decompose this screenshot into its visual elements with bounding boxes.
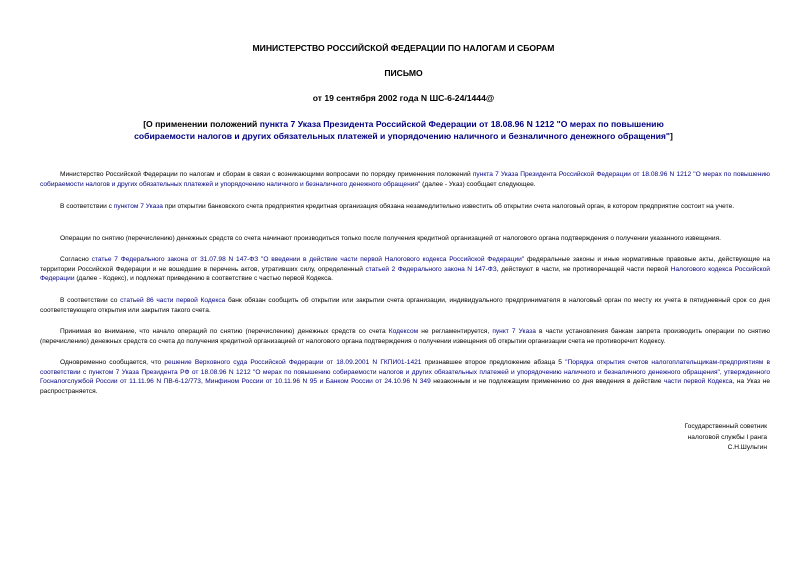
tax-code-article-86-link[interactable]: статьей 86 части первой Кодекса <box>120 297 226 304</box>
signature-rank: налоговой службы I ранга <box>687 433 767 441</box>
code-part-one-link[interactable]: части первой Кодекса <box>663 378 733 385</box>
paragraph-7 <box>40 358 770 396</box>
signature-name: С.Н.Шульгин <box>727 444 767 451</box>
decree-point-link[interactable]: пунктом 7 Указа <box>113 203 163 210</box>
text: федеральные законы и иные нормативные правовые акты, действующие на территории Российской Федерации и не вошедшие в перечень актов, утративших силу, определенный <box>40 256 770 273</box>
tax-code-link[interactable]: Налогового кодекса Российской Федерации <box>40 265 770 282</box>
subtitle-close: ] <box>669 131 673 141</box>
text: (далее - Указ) сообщает следующее. <box>420 180 536 188</box>
document-type: ПИСЬМО <box>384 68 423 78</box>
decree-point-link[interactable]: пункт 7 Указа <box>492 328 536 335</box>
subtitle-open: [О применении положений <box>143 119 260 129</box>
text: в части установления банкам запрета производить операции по снятию (перечислению) денежных средств со счета до получения кредитной организацией от налогового органа подтверждения о получении извещения об открытии организации счета не противоречит Кодексу. <box>40 328 771 345</box>
paragraph-5 <box>40 296 770 315</box>
document-subtitle <box>130 118 677 142</box>
federal-law-article-link[interactable]: статье 7 Федерального закона от 31.07.98 N 147-ФЗ "О введении в действие части первой Налогового кодекса Российской Федерации" <box>91 256 525 263</box>
paragraph-6 <box>40 327 770 346</box>
text: не регламентируется, <box>418 328 493 335</box>
federal-law-article-2-link[interactable]: статьей 2 Федерального закона N 147-ФЗ <box>365 265 497 273</box>
text: Одновременно сообщается, что <box>60 359 165 366</box>
text: Принимая во внимание, что начало операций по снятию (перечислению) денежных средств со счета <box>60 328 389 335</box>
code-link[interactable]: Кодексом <box>388 328 419 335</box>
text: при открытии банковского счета предприятия кредитная организация обязана незамедлительно известить об открытии счета налоговый орган, в котором предприятие состоит на учете. <box>162 203 735 210</box>
procedure-approval-link[interactable]: , утвержденного Госналогслужбой России от 11.11.96 N ПВ-6-12/773, Минфином России от 10.11.96 N 95 и Банком России от 24.10.96 N 349 <box>40 368 770 385</box>
paragraph-4 <box>40 255 770 284</box>
text: незаконным и не подлежащим применению со дня введения в действие <box>430 378 664 385</box>
paragraph-2 <box>40 202 770 212</box>
signature-title: Государственный советник <box>684 423 767 430</box>
text: признавшее второе предложение абзаца 5 <box>421 359 566 366</box>
ministry-title: МИНИСТЕРСТВО РОССИЙСКОЙ ФЕДЕРАЦИИ ПО НАЛОГАМ И СБОРАМ <box>252 43 555 53</box>
text: , на Указ не распространяется. <box>40 378 770 395</box>
text: Министерство Российской Федерации по налогам и сборам в связи с возникающими вопросами по порядку применения положений <box>60 171 473 178</box>
text: В соответствии со <box>60 297 121 304</box>
text: , действуют в части, не противоречащей части первой <box>496 265 671 273</box>
signature-block <box>567 422 767 454</box>
text: Операции по снятию (перечислению) денежных средств со счета начинают производиться только после получения кредитной организацией от налогового органа подтверждения о получении указанного извещения. <box>60 235 721 242</box>
text: Согласно <box>60 256 92 263</box>
paragraph-1 <box>40 170 770 189</box>
paragraph-3 <box>40 234 770 244</box>
text: банк обязан сообщить об открытии или закрытии счета организации, индивидуального предпринимателя в налоговый орган по месту их учета в пятидневный срок со дня соответствующего открытия или закрытия такого счета. <box>40 297 770 314</box>
decree-link[interactable]: пункта 7 Указа Президента Российской Федерации от 18.08.96 N 1212 "О мерах по повышению собираемости налогов и других обязательных платежей и упорядочению наличного и безналичного денежного обращения" <box>40 171 770 188</box>
supreme-court-decision-link[interactable]: решение Верховного суда Российской Федерации от 18.09.2001 N ГКПИ01-1421 <box>164 359 422 366</box>
subtitle-decree-link[interactable]: пункта 7 Указа Президента Российской Федерации от 18.08.96 N 1212 "О мерах по повышению собираемости налогов и других обязательных платежей и упорядочению наличного и безналичного денежного обращения" <box>134 119 670 141</box>
account-opening-procedure-link[interactable]: "Порядка открытия счетов налогоплательщикам-предприятиям в соответствии с пунктом 7 Указа Президента РФ от 18.08.96 N 1212 "О мерах по повышению собираемости налогов и других обязательных платежей и упорядочению наличного и безналичного денежного обращения" <box>40 359 770 376</box>
document-date-number: от 19 сентября 2002 года N ШС-6-24/1444@ <box>312 93 495 103</box>
text: В соответствии с <box>60 203 114 210</box>
text: (далее - Кодекс), и подлежат приведению в соответствие с частью первой Кодекса. <box>74 275 333 282</box>
